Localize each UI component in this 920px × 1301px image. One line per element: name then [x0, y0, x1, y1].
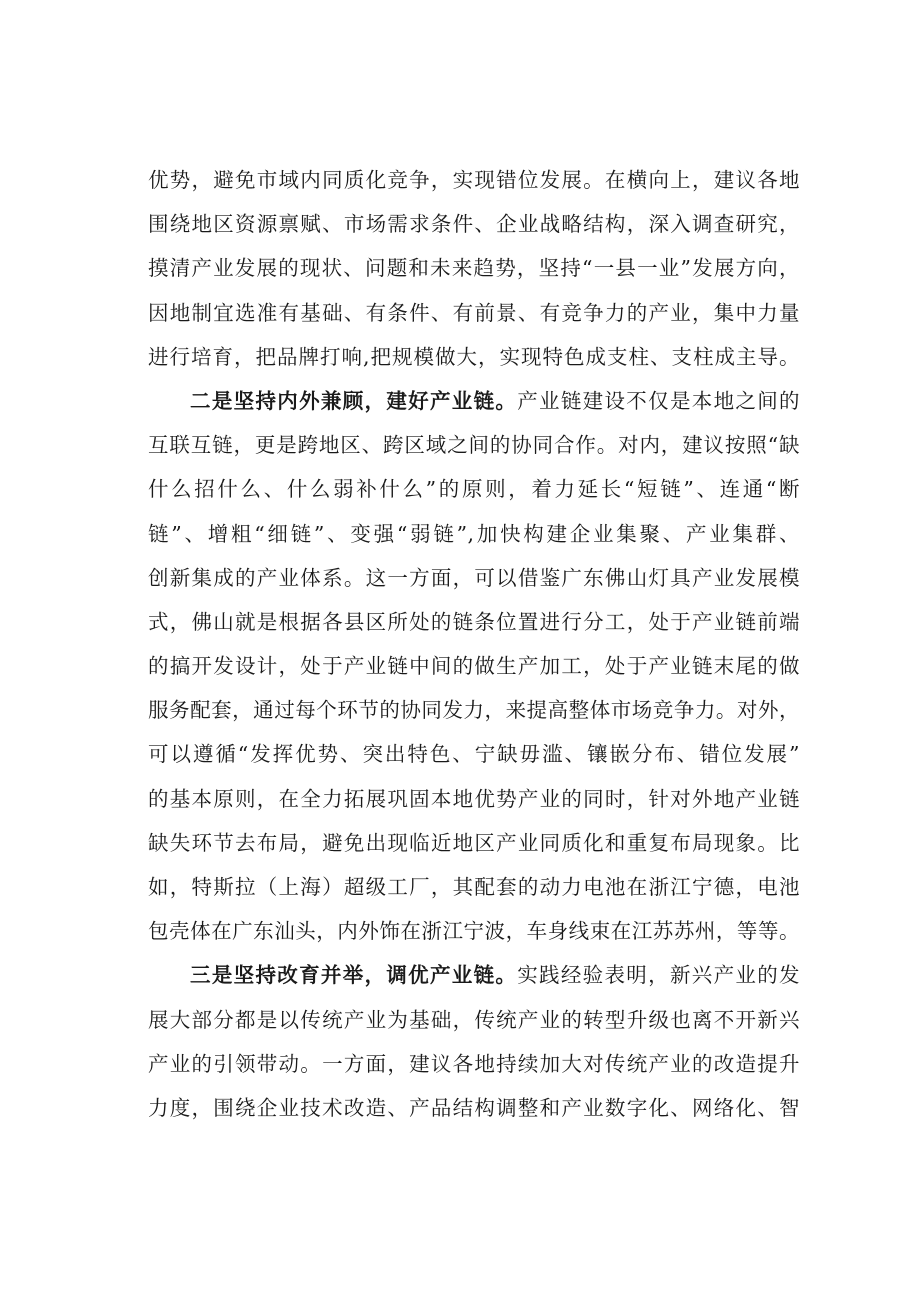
text-run: 围绕地区资源禀赋、市场需求条件、企业战略结构，深入调查研究，: [148, 212, 800, 237]
text-line: [148, 1086, 800, 1130]
text-line: [148, 291, 800, 335]
text-run: 产业的引领带动。一方面，建议各地持续加大对传统产业的改造提升: [148, 1051, 800, 1076]
text-run: 力度，围绕企业技术改造、产品结构调整和产业数字化、网络化、智: [148, 1095, 800, 1120]
text-line: [148, 777, 800, 821]
text-run: 的基本原则，在全力拓展巩固本地优势产业的同时，针对外地产业链: [148, 786, 800, 811]
text-line: [148, 512, 800, 556]
text-run: 链”、增粗“细链”、变强“弱链”,加快构建企业集聚、产业集群、: [148, 521, 800, 546]
text-line: [148, 909, 800, 953]
paragraph-heading: 二是坚持内外兼顾，建好产业链。: [190, 388, 518, 413]
text-line: [148, 158, 800, 202]
text-run: 什么招什么、什么弱补什么”的原则，着力延长“短链”、连通“断: [148, 477, 800, 502]
text-line: [148, 423, 800, 467]
text-run: 如，特斯拉（上海）超级工厂，其配套的动力电池在浙江宁德，电池: [148, 875, 800, 899]
paragraph-2: [148, 379, 800, 953]
text-run: 优势，避免市域内同质化竞争，实现错位发展。在横向上，建议各地: [148, 168, 800, 192]
text-line: [148, 202, 800, 246]
text-run: 摸清产业发展的现状、问题和未来趋势，坚持“一县一业”发展方向，: [148, 256, 800, 281]
text-line: [148, 644, 800, 688]
text-run: 包壳体在广东汕头，内外饰在浙江宁波，车身线束在江苏苏州，等等。: [148, 919, 800, 944]
text-line: [148, 335, 800, 379]
text-run: 产业链建设不仅是本地之间的: [517, 388, 801, 413]
text-run: 进行培育，把品牌打响,把规模做大，实现特色成支柱、支柱成主导。: [148, 344, 800, 369]
paragraph-3: [148, 953, 800, 1130]
text-line: [148, 688, 800, 732]
paragraph-1: [148, 158, 800, 379]
text-line: [148, 865, 800, 909]
text-run: 因地制宜选准有基础、有条件、有前景、有竞争力的产业，集中力量: [148, 300, 800, 325]
text-run: 创新集成的产业体系。这一方面，可以借鉴广东佛山灯具产业发展模: [148, 565, 800, 590]
text-run: 互联互链，更是跨地区、跨区域之间的协同合作。对内，建议按照“缺: [148, 433, 800, 458]
text-run: 缺失环节去布局，避免出现临近地区产业同质化和重复布局现象。比: [148, 830, 800, 855]
text-line: [148, 998, 800, 1042]
text-line: [148, 821, 800, 865]
text-run: 展大部分都是以传统产业为基础，传统产业的转型升级也离不开新兴: [148, 1007, 800, 1032]
text-line: [148, 246, 800, 290]
text-line: [148, 467, 800, 511]
document-body: [148, 158, 800, 1130]
text-line: [148, 1042, 800, 1086]
text-line: [148, 732, 800, 776]
text-run: 式，佛山就是根据各县区所处的链条位置进行分工，处于产业链前端: [148, 609, 800, 634]
text-run: 的搞开发设计，处于产业链中间的做生产加工，处于产业链末尾的做: [148, 654, 800, 679]
text-line: [148, 556, 800, 600]
text-run: 实践经验表明，新兴产业的发: [517, 963, 801, 988]
text-line: [148, 600, 800, 644]
text-line: [148, 953, 800, 997]
text-line: [148, 379, 800, 423]
paragraph-heading: 三是坚持改育并举，调优产业链。: [190, 963, 518, 988]
text-run: 可以遵循“发挥优势、突出特色、宁缺毋滥、镶嵌分布、错位发展”: [148, 742, 800, 767]
text-run: 服务配套，通过每个环节的协同发力，来提高整体市场竞争力。对外，: [148, 698, 800, 723]
